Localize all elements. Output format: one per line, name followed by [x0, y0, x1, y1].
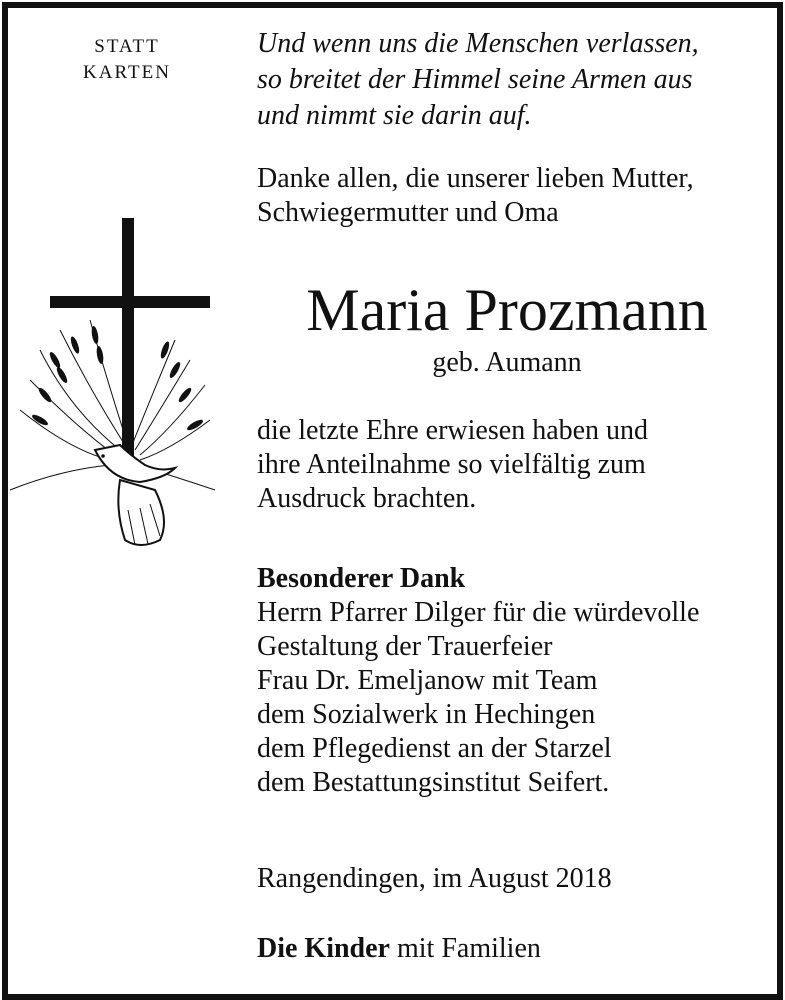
thanks-line: Herrn Pfarrer Dilger für die würdevolle — [257, 597, 700, 628]
thanks-line: dem Bestattungsinstitut Seifert. — [257, 767, 610, 798]
thanks-line: dem Sozialwerk in Hechingen — [257, 699, 596, 730]
quote-line: so breitet der Himmel seine Armen aus — [257, 64, 693, 95]
cross-dove-artwork — [0, 210, 230, 560]
quote-line: Und wenn uns die Menschen verlassen, — [257, 28, 699, 59]
thanks-line: dem Pflegedienst an der Starzel — [257, 733, 612, 764]
special-thanks-heading: Besonderer Dank — [257, 563, 466, 594]
tribute-line: ihre Anteilnahme so vielfältig zum — [257, 449, 646, 480]
intro-line: Schwiegermutter und Oma — [257, 197, 559, 228]
dove-icon — [95, 445, 175, 545]
intro-text — [257, 162, 757, 230]
birth-name: geb. Aumann — [432, 347, 582, 378]
quote-line: und nimmt sie darin auf. — [257, 100, 532, 131]
special-thanks — [257, 562, 757, 800]
opening-quote — [257, 26, 757, 134]
signature-bold: Die Kinder — [257, 933, 390, 964]
signature-rest: mit Familien — [390, 933, 541, 964]
thanks-line: Gestaltung der Trauerfeier — [257, 631, 553, 662]
statt-karten-label — [72, 34, 182, 86]
statt-line: STATT — [94, 36, 160, 57]
tribute-line: Ausdruck brachten. — [257, 483, 477, 514]
tribute-line: die letzte Ehre erwiesen haben und — [257, 415, 649, 446]
thanks-line: Frau Dr. Emeljanow mit Team — [257, 665, 598, 696]
intro-line: Danke allen, die unserer lieben Mutter, — [257, 163, 694, 194]
karten-line: KARTEN — [83, 62, 171, 83]
signature — [257, 932, 757, 966]
place-date: Rangendingen, im August 2018 — [257, 863, 612, 894]
deceased-name: Maria Prozmann — [306, 277, 708, 343]
tribute-text — [257, 414, 757, 516]
